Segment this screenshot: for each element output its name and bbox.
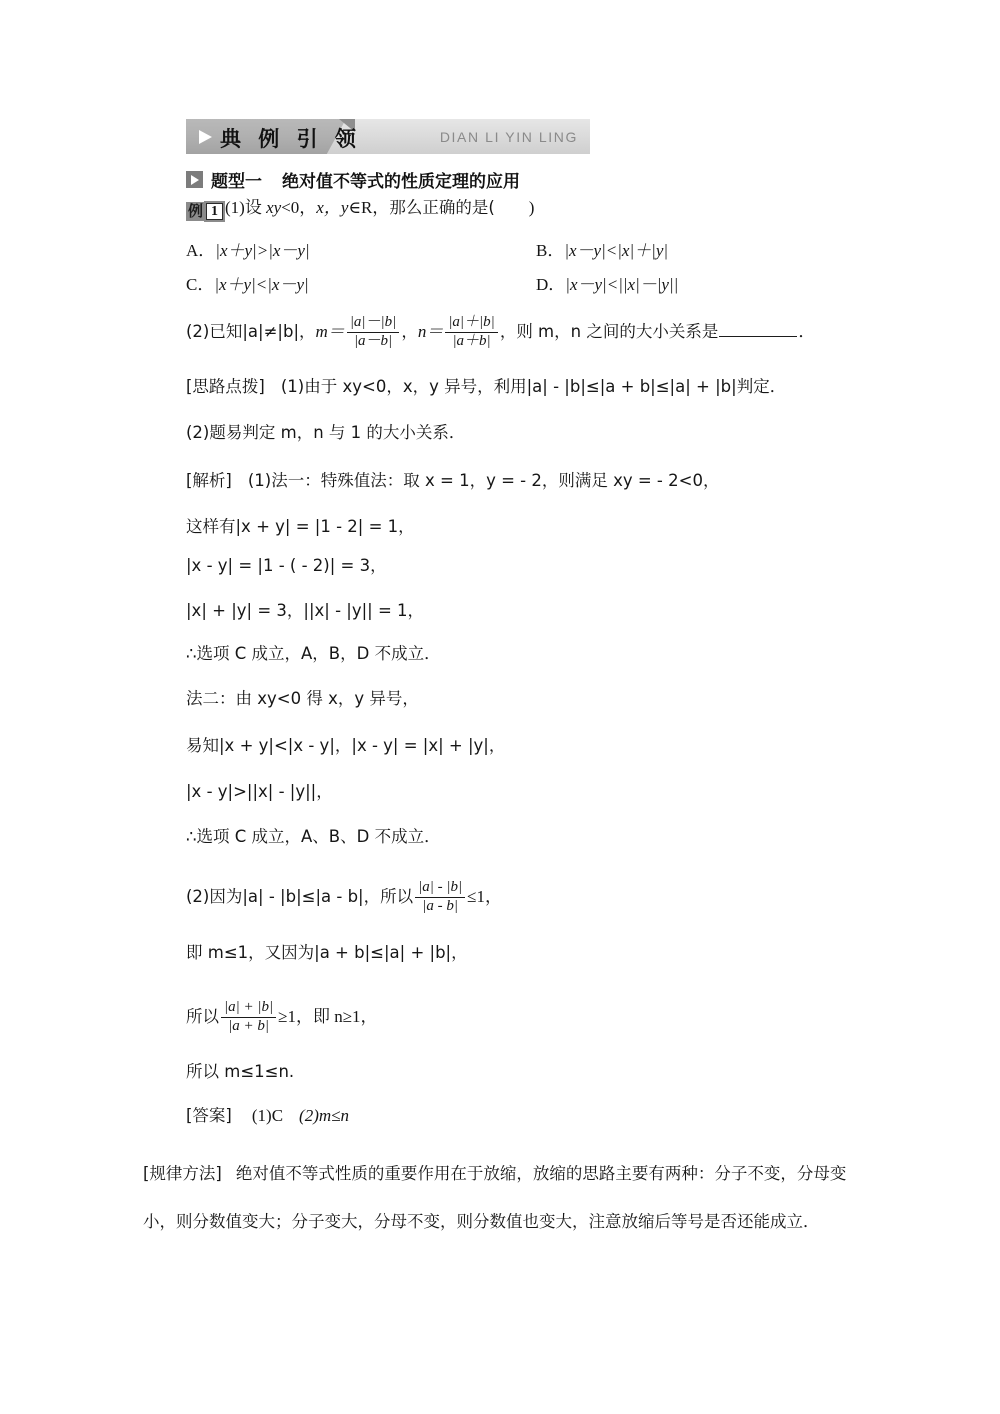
- analysis-part2-line-2: 即 m≤1，又因为|a + b|≤|a| + |b|，: [186, 943, 468, 962]
- section-banner: [186, 119, 590, 154]
- answer-value-2: (2)m≤n: [299, 1106, 349, 1125]
- analysis-line-2: 这样有|x + y| = |1 - 2| = 1，: [186, 517, 415, 536]
- option-c-text: |x＋y|<|x－y|: [214, 275, 309, 294]
- part2-tail: ，则 m，n 之间的大小关系是: [499, 322, 719, 342]
- remark-paragraph: [143, 1150, 871, 1246]
- option-c-key: C．: [186, 275, 215, 294]
- fraction-m-expr: [415, 879, 465, 915]
- fraction-n-expr-denominator: |a + b|: [221, 1017, 276, 1036]
- option-d[interactable]: [536, 276, 678, 295]
- analysis-line-6: 法二：由 xy<0 得 x，y 异号，: [186, 689, 419, 708]
- option-b-text: |x－y|<|x|＋|y|: [564, 241, 669, 260]
- banner-pinyin: DIAN LI YIN LING: [439, 129, 578, 145]
- fraction-m-expr-denominator: |a - b|: [415, 897, 465, 916]
- answer-blank[interactable]: [719, 323, 797, 337]
- analysis-part2-text-a: (2)因为|a| - |b|≤|a - b|，所以: [186, 887, 414, 907]
- fraction-n-expr: [221, 999, 276, 1035]
- stem-condition-rest: <0，: [281, 198, 317, 217]
- play-square-icon: [186, 171, 203, 188]
- example-stem-part1: [186, 199, 534, 221]
- stem-prefix: (1)设: [225, 198, 267, 217]
- remark-label: [规律方法]: [143, 1164, 222, 1183]
- analysis-part2-line-4: 所以 m≤1≤n.: [186, 1062, 295, 1081]
- analysis-label: [解析]: [186, 471, 232, 490]
- option-c[interactable]: [186, 276, 309, 295]
- analysis-line-8: |x - y|>||x| - |y||，: [186, 782, 333, 801]
- example-stem-part2: [186, 315, 815, 351]
- option-d-key: D．: [536, 275, 566, 294]
- answer-value-1: (1)C: [251, 1106, 284, 1125]
- banner-title: 典 例 引 领: [220, 127, 361, 151]
- option-a-key: A．: [186, 241, 216, 260]
- answer-label: [答案]: [186, 1106, 232, 1125]
- fraction-n-expr-numerator: |a| + |b|: [224, 999, 274, 1015]
- fraction-n-denominator: |a＋b|: [445, 332, 498, 351]
- subheading: [186, 167, 520, 192]
- hint-line-2: (2)题易判定 m，n 与 1 的大小关系．: [186, 423, 466, 442]
- part2-m-label: m＝: [315, 322, 345, 342]
- part2-comma: ，: [401, 322, 418, 342]
- analysis-part2-line3-b: ≥1，即 n≥1，: [278, 1007, 378, 1027]
- fraction-m-denominator: |a－b|: [347, 332, 400, 351]
- stem-vars: x，y: [316, 198, 349, 217]
- example-badge: [186, 202, 224, 221]
- fraction-n-numerator: |a|＋|b|: [448, 314, 495, 330]
- fraction-n: [445, 314, 498, 350]
- remark-text: 绝对值不等式性质的重要作用在于放缩，放缩的思路主要有两种：分子不变，分母变小，则分数值变大；分子变大，分母不变，则分数值也变大，注意放缩后等号是否还能成立．: [143, 1164, 847, 1231]
- analysis-part2-line-1: [186, 880, 502, 916]
- analysis-line-9: ∴选项 C 成立，A、B、D 不成立．: [186, 827, 441, 846]
- subheading-label: 题型一: [211, 172, 262, 192]
- option-a[interactable]: [186, 242, 310, 261]
- example-badge-number: 1: [206, 203, 223, 220]
- analysis-line-7: 易知|x + y|<|x - y|，|x - y| = |x| + |y|，: [186, 736, 506, 755]
- option-b[interactable]: [536, 242, 668, 261]
- part2-end: ．: [798, 322, 816, 342]
- option-b-key: B．: [536, 241, 565, 260]
- part2-lead: (2)已知|a|≠|b|，: [186, 322, 316, 342]
- analysis-line-3: |x - y| = |1 - ( - 2)| = 3，: [186, 556, 387, 575]
- analysis-part2-text-b: ≤1，: [467, 887, 502, 907]
- analysis-line-5: ∴选项 C 成立，A，B，D 不成立．: [186, 644, 441, 663]
- analysis-line-1: [186, 472, 719, 491]
- stem-belongs: ∈R，: [348, 198, 390, 217]
- stem-question: 那么正确的是(: [389, 198, 495, 217]
- fraction-m: [347, 314, 400, 350]
- option-a-text: |x＋y|>|x－y|: [215, 241, 310, 260]
- stem-condition: xy: [266, 198, 282, 217]
- analysis-text-1: (1)法一：特殊值法：取 x = 1，y = - 2，则满足 xy = - 2<0，: [247, 471, 720, 490]
- part2-n-label: n＝: [417, 322, 444, 342]
- subheading-text: 绝对值不等式的性质定理的应用: [282, 172, 520, 192]
- hint-line-1: [186, 378, 786, 397]
- analysis-part2-line-3: [186, 1000, 378, 1036]
- option-d-text: |x－y|<||x|－|y||: [565, 275, 679, 294]
- hint-label: [思路点拨]: [186, 377, 265, 396]
- answer-line: [186, 1107, 349, 1126]
- fraction-m-numerator: |a|－|b|: [349, 314, 397, 330]
- example-badge-char: 例: [188, 202, 204, 220]
- fraction-m-expr-numerator: |a| - |b|: [418, 879, 463, 895]
- play-triangle-icon: [199, 130, 212, 144]
- analysis-line-4: |x| + |y| = 3，||x| - |y|| = 1，: [186, 601, 425, 620]
- stem-question-close: ): [528, 198, 535, 217]
- hint-text-1: (1)由于 xy<0，x，y 异号，利用|a| - |b|≤|a + b|≤|a| + |b|判定．: [280, 377, 787, 396]
- analysis-part2-line3-a: 所以: [186, 1007, 219, 1027]
